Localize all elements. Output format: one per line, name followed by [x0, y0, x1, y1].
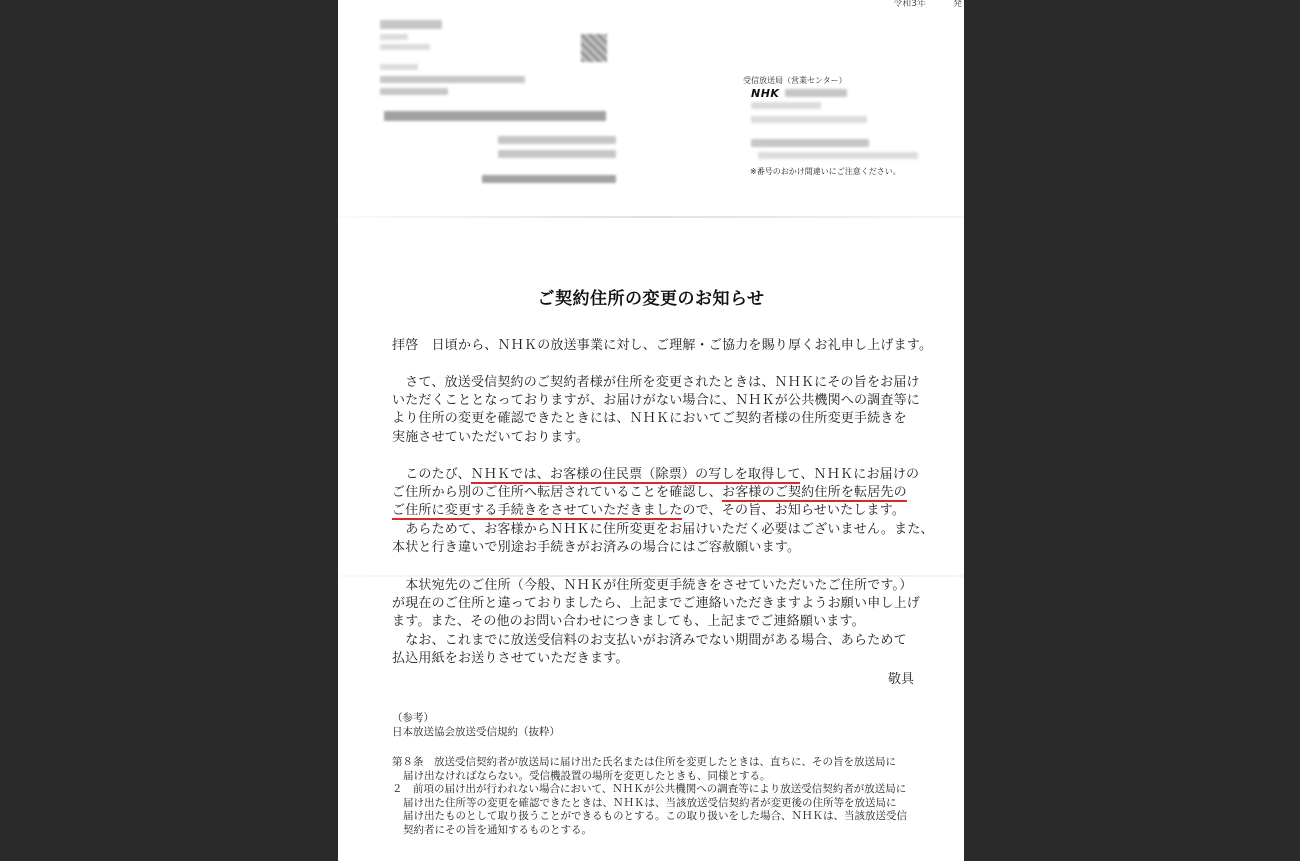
article-line: 届け出た住所等の変更を確認できたときは、ＮＨＫは、当該放送受信契約者が変更後の住所等を放送局に	[403, 796, 897, 809]
greeting-paragraph	[392, 337, 933, 355]
paragraph-line	[392, 466, 918, 484]
closing: 敬具	[888, 672, 915, 687]
redacted-recipient-name	[384, 111, 606, 121]
redacted-customer-number	[498, 136, 616, 144]
redacted-phone-line	[758, 152, 918, 159]
contact-paragraph	[392, 577, 921, 668]
paragraph-line: さて、放送受信契約のご契約者様が住所を変更されたときは、ＮＨＫにその旨をお届け	[392, 375, 920, 390]
page-title: ご契約住所の変更のお知らせ	[537, 289, 765, 309]
redacted-phone-line	[751, 139, 869, 147]
redacted-address-line	[380, 44, 430, 50]
notice-paragraph	[392, 466, 934, 557]
paragraph-line	[392, 502, 918, 520]
paragraph-line: 本状と行き違いで別途お手続きがお済みの場合にはご容赦願います。	[392, 539, 801, 555]
paragraph-line: いただくこととなっておりますが、お届けがない場合に、ＮＨＫが公共機関への調査等に	[392, 393, 921, 409]
fold-line	[338, 216, 964, 218]
text-segment: このたび、	[392, 467, 471, 482]
explanation-paragraph	[392, 374, 921, 447]
issue-date	[893, 0, 962, 9]
paragraph-line: 拝啓 日頃から、ＮＨＫの放送事業に対し、ご理解・ご協力を賜り厚くお礼申し上げます。	[392, 338, 933, 353]
reference-label: （参考）	[392, 712, 434, 724]
qr-code-icon	[581, 34, 607, 62]
text-segment: ご住所から別のご住所へ転居されていることを確認し、	[392, 485, 723, 501]
article-line: 届け出なければならない。受信機設置の場所を変更したときも、同様とする。	[403, 769, 771, 782]
highlighted-text: ご住所に変更する手続きをさせていただきました	[392, 503, 683, 519]
redacted-address-line	[380, 76, 525, 83]
redacted-sender-line	[751, 102, 821, 109]
article-line: 第８条 放送受信契約者が放送局に届け出た氏名または住所を変更したときは、直ちに、その旨を放送局に	[392, 756, 896, 768]
paragraph-line: が現在のご住所と違っておりましたら、上記までご連絡いただきますようお願い申し上げ	[392, 596, 921, 612]
paragraph-line: なお、これまでに放送受信料のお支払いがお済みでない期間がある場合、あらためて	[392, 632, 907, 648]
letter-page	[338, 0, 964, 861]
reference-article	[392, 756, 922, 838]
paragraph-line	[392, 484, 918, 502]
redacted-customer-number	[498, 150, 616, 158]
paragraph-line: 払込用紙をお送りさせていただきます。	[392, 650, 629, 666]
highlighted-text: お客様のご契約住所を転居先の	[722, 485, 907, 501]
paragraph-line: 実施させていただいております。	[392, 429, 589, 445]
paragraph-line: あらためて、お客様からＮＨＫに住所変更をお届けいただく必要はございません。また、	[392, 521, 934, 537]
redacted-address-line	[380, 64, 418, 70]
redacted-address-line	[380, 88, 448, 95]
reference-source: 日本放送協会放送受信規約（抜粋）	[392, 725, 560, 738]
redacted-sender-line	[751, 116, 867, 123]
text-segment: ので、その旨、お知らせいたします。	[682, 503, 906, 519]
issue-date-text: 令和3年 発	[893, 0, 962, 9]
sender-note: ※番号のおかけ間違いにご注意ください。	[750, 167, 901, 176]
highlighted-text: ＮＨＫでは、お客様の住民票（除票）の写しを取得して	[470, 467, 801, 482]
paragraph-line: 本状宛先のご住所（今般、ＮＨＫが住所変更手続きをさせていただいたご住所です。）	[392, 578, 913, 593]
nhk-logo: NHK	[751, 87, 780, 100]
paragraph-line: より住所の変更を確認できたときには、ＮＨＫにおいてご契約者様の住所変更手続きを	[392, 411, 907, 427]
article-line: 届け出たものとして取り扱うことができるものとする。この取り扱いをした場合、ＮＨＫは、当該放送受信	[403, 810, 907, 823]
redacted-barcode	[482, 175, 616, 183]
sender-office-label: 受信放送局（営業センター）	[743, 76, 847, 85]
paragraph-line: ます。また、その他のお問い合わせにつきましても、上記までご連絡願います。	[392, 614, 865, 630]
article-line: 契約者にその旨を通知するものとする。	[403, 823, 592, 836]
article-line: ２ 前項の届け出が行われない場合において、ＮＨＫが公共機関への調査等により放送受信契約者が放送局に	[392, 783, 907, 796]
redacted-address-line	[380, 34, 408, 40]
redacted-sender-line	[785, 89, 847, 97]
text-segment: 、ＮＨＫにお届けの	[800, 467, 920, 482]
reference-header	[392, 712, 922, 739]
redacted-postal-code	[380, 20, 442, 29]
